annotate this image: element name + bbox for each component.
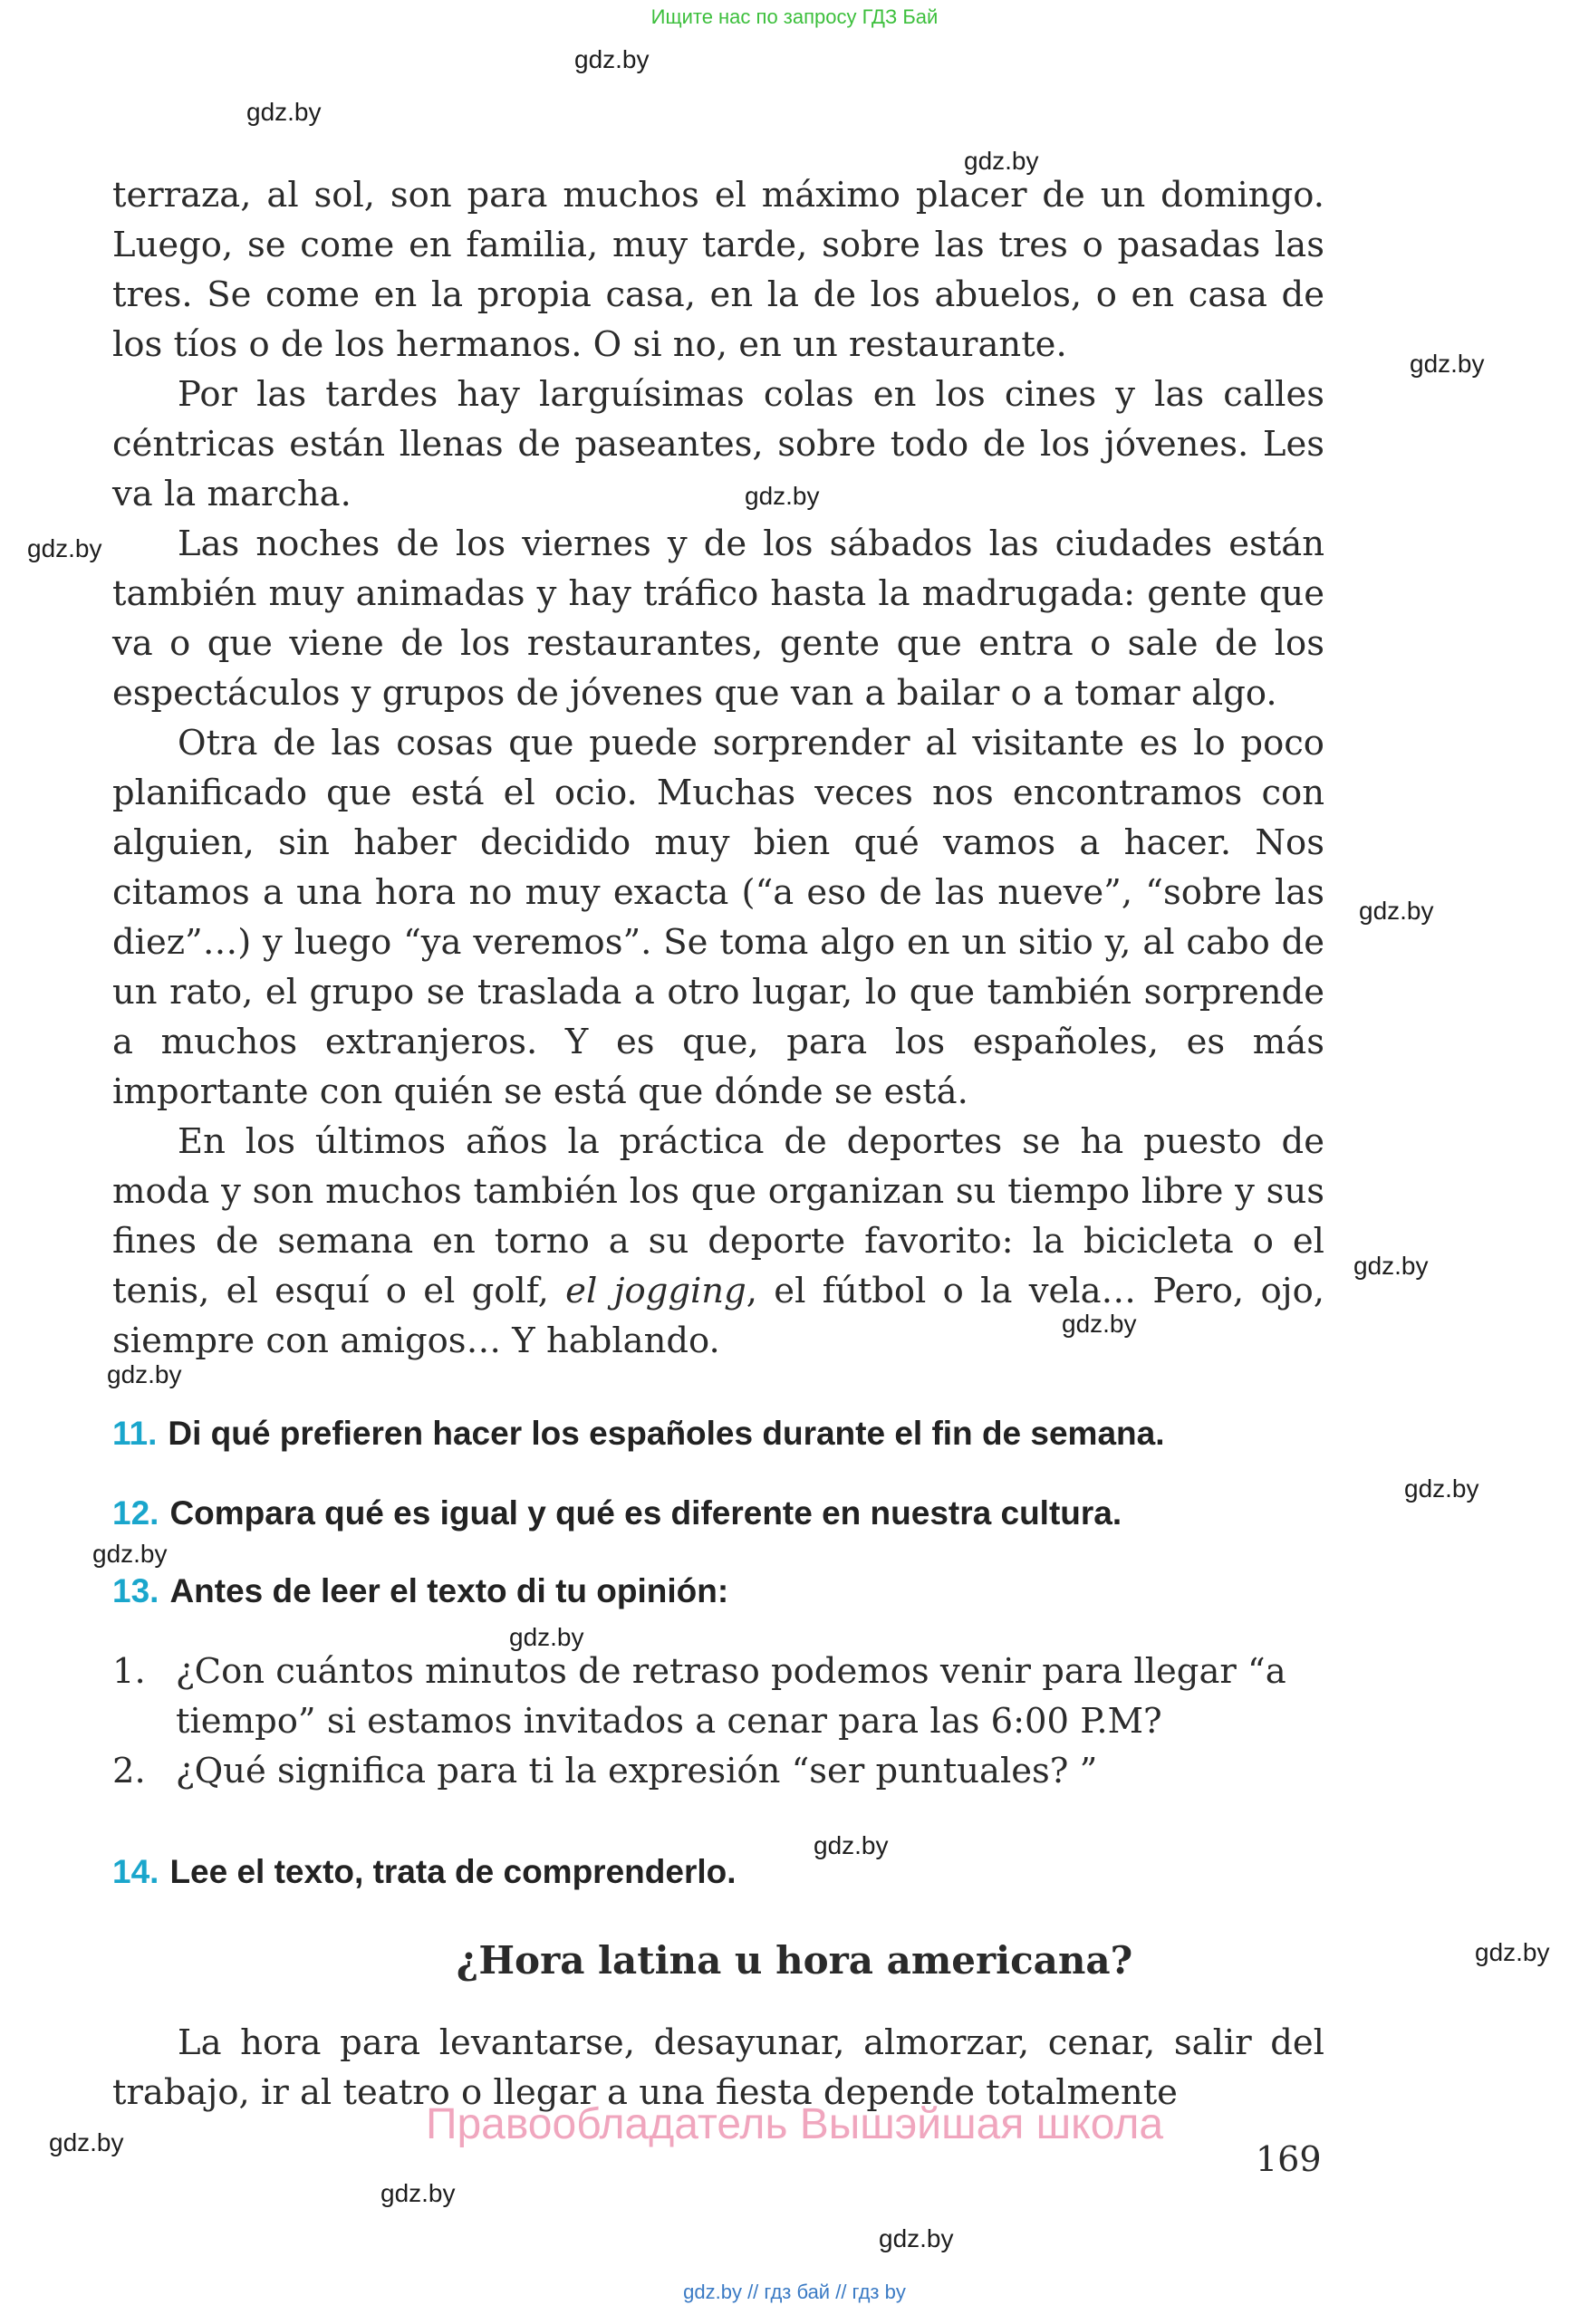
exercise-13 [112, 1572, 1381, 1610]
watermark: gdz.by [814, 1831, 889, 1859]
exercise-14 [112, 1853, 1381, 1891]
watermark: gdz.by [1353, 1252, 1429, 1280]
question-item [112, 1647, 1326, 1746]
paragraph: terraza, al sol, son para muchos el máximo placer de un domingo. Luego, se come en familia, muy tarde, sobre las tres o pasadas las tres. Se come en la propia casa, en la de los abuelos, o en casa de los tíos o de los hermanos. O si no, en un restaurante. [112, 175, 1324, 365]
paragraph: Otra de las cosas que puede sorprender al visitante es lo poco planificado que está el ocio. Muchas veces nos encontramos con alguien, sin haber decidido muy bien qué vamos a hacer. Nos citamos a una hora no muy exacta (“a eso de las nueve”, “sobre las diez”…) y luego “ya veremos”. Se toma algo en un sitio y, al cabo de un rato, el grupo se traslada a otro lugar, lo que también sorprende a muchos extranjeros. Y es que, para los españoles, es más importante con quién se está que dónde se está. [112, 723, 1324, 1112]
bottom-banner[interactable]: gdz.by // гдз бай // гдз by [683, 2281, 906, 2303]
watermark: gdz.by [745, 482, 820, 510]
paragraph-sports [112, 1117, 1324, 1366]
watermark: gdz.by [964, 147, 1039, 175]
exercise-number: 13. [112, 1572, 159, 1609]
paragraph-part: , el fútbol o la vela… Pero, ojo, siempre con amigos… Y hablando. [112, 1271, 1324, 1361]
paragraph: La hora para levantarse, desayunar, almorzar, cenar, salir del trabajo, ir al teatro o llegar a una fiesta depende totalmente [112, 2022, 1324, 2113]
italic-term: el jogging [565, 1271, 746, 1311]
exercise-text: Antes de leer el texto di tu opinión: [169, 1572, 729, 1609]
question-text: ¿Con cuántos minutos de retraso podemos venir para llegar “a tiempo” si estamos invitados a cenar para las 6:00 P.M? [176, 1651, 1286, 1742]
watermark: gdz.by [49, 2128, 124, 2156]
reading-text [112, 170, 1324, 1366]
question-item [112, 1746, 1326, 1796]
exercise-number: 11. [112, 1415, 158, 1452]
exercise-12 [112, 1494, 1381, 1532]
paragraph-part: En los últimos años la práctica de deportes se ha puesto de moda y son muchos también los que organizan su tiempo libre y sus fines de semana en torno a su deporte favorito: la bicicleta o el tenis, el esquí o el golf, [112, 1121, 1324, 1311]
watermark: gdz.by [574, 45, 650, 73]
question-text: ¿Qué significa para ti la expresión “ser puntuales? ” [176, 1751, 1098, 1791]
watermark: gdz.by [246, 98, 322, 126]
watermark: gdz.by [1359, 897, 1434, 925]
watermark: gdz.by [27, 534, 102, 562]
copyright-mark: Правообладатель Вышэйшая школа [425, 2100, 1164, 2148]
watermark: gdz.by [509, 1623, 584, 1651]
watermark: gdz.by [1410, 350, 1485, 378]
watermark: gdz.by [879, 2224, 954, 2252]
question-number: 2. [112, 1751, 146, 1791]
top-banner[interactable]: Ищите нас по запросу ГДЗ Бай [650, 5, 939, 28]
reading-title: ¿Hora latina u hora americana? [456, 1938, 1133, 1983]
exercise-text: Compara qué es igual y qué es diferente en nuestra cultura. [169, 1494, 1122, 1532]
watermark: gdz.by [92, 1540, 168, 1568]
paragraph: Por las tardes hay larguísimas colas en los cines y las calles céntricas están llenas de paseantes, sobre todo de los jóvenes. Les va la marcha. [112, 374, 1324, 514]
watermark: gdz.by [107, 1360, 182, 1388]
page-number: 169 [1256, 2139, 1322, 2179]
exercise-number: 14. [112, 1853, 159, 1890]
watermark: gdz.by [1404, 1474, 1479, 1503]
paragraph: Las noches de los viernes y de los sábados las ciudades están también muy animadas y hay tráfico hasta la madrugada: gente que va o que viene de los restaurantes, gente que entra o sale de los espectáculos y grupos de jóvenes que van a bailar o a tomar algo. [112, 523, 1324, 714]
exercise-text: Lee el texto, trata de comprenderlo. [169, 1853, 737, 1890]
question-number: 1. [112, 1651, 146, 1692]
watermark: gdz.by [1062, 1310, 1137, 1338]
watermark: gdz.by [380, 2179, 456, 2207]
exercise-text: Di qué prefieren hacer los españoles durante el fin de semana. [168, 1415, 1165, 1452]
watermark: gdz.by [1475, 1938, 1550, 1966]
exercise-number: 12. [112, 1494, 159, 1532]
exercise-11 [112, 1415, 1381, 1453]
